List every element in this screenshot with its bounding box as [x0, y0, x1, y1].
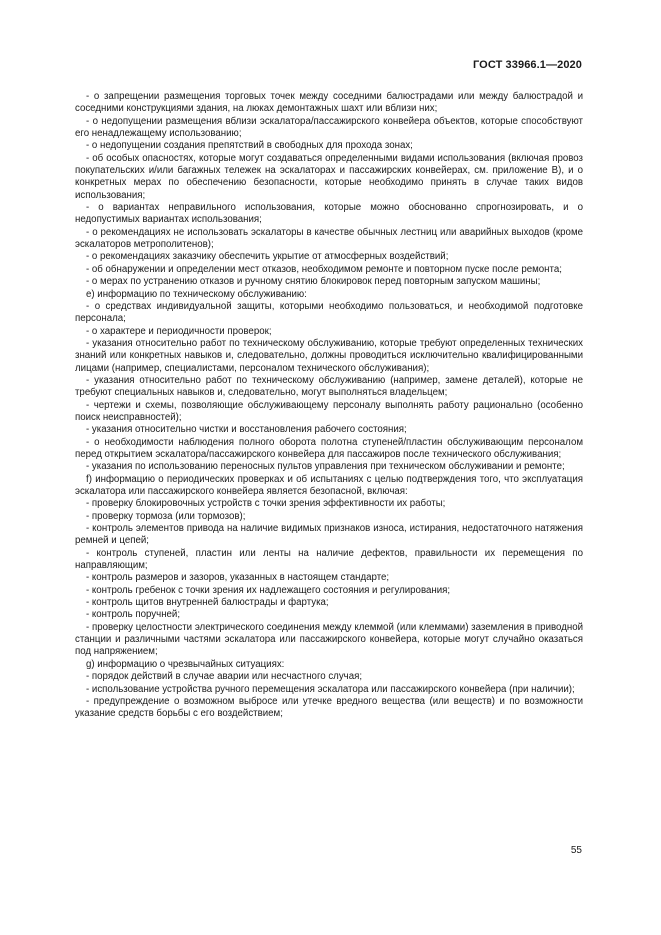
body-paragraph: - порядок действий в случае аварии или несчастного случая;: [86, 671, 363, 683]
body-paragraph: - контроль поручней;: [86, 609, 181, 621]
body-paragraph: - контроль гребенок с точки зрения их надлежащего состояния и регулирования;: [86, 584, 451, 596]
body-paragraph: - чертежи и схемы, позволяющие обслуживающему персоналу выполнять работу рационально (особенно поиск неисправностей);: [75, 399, 583, 423]
document-header: ГОСТ 33966.1—2020: [472, 59, 582, 71]
body-paragraph: - указания относительно работ по техническому обслуживанию, которые требуют определенных технических знаний или конкретных навыков и, следовательно, должны проводиться исключительно квалифицированными лицами (например, специалистами, персоналом технического обслуживания);: [75, 337, 583, 374]
body-paragraph: - о мерах по устранению отказов и ручному снятию блокировок перед повторным запуском машины;: [86, 276, 541, 288]
body-paragraph: - об особых опасностях, которые могут создаваться определенными видами использования (включая провоз покупательских и/или багажных тележек на эскалаторах и пассажирских конвейерах, см. приложение В), и о конкретных мерах по обеспечению безопасности, которые необходимо принять в случае таких видов использования;: [75, 152, 583, 201]
body-paragraph: g) информацию о чрезвычайных ситуациях:: [86, 658, 285, 670]
body-paragraph: - о вариантах неправильного использования, которые можно обоснованно спрогнозировать, и о недопустимых вариантах использования;: [75, 202, 583, 226]
body-paragraph: - о запрещении размещения торговых точек между соседними балюстрадами или между балюстрадой и соседними конструкциями здания, на люках демонтажных шахт или вблизи них;: [75, 91, 583, 115]
body-paragraph: - проверку тормоза (или тормозов);: [86, 510, 246, 522]
body-paragraph: е) информацию по техническому обслуживанию:: [86, 288, 307, 300]
body-paragraph: - о недопущении размещения вблизи эскалатора/пассажирского конвейера объектов, которые способствуют его ненадлежащему использованию;: [75, 115, 583, 140]
body-paragraph: - об обнаружении и определении мест отказов, необходимом ремонте и повторном пуске после ремонта;: [86, 263, 562, 275]
body-paragraph: - предупреждение о возможном выбросе или утечке вредного вещества (или веществ) и по возможности указание средств борьбы с его воздействием;: [75, 695, 583, 720]
body-paragraph: - о необходимости наблюдения полного оборота полотна ступеней/пластин обслуживающим персоналом перед открытием эскалатора/пассажирского конвейера для пассажиров после технического обслуживания;: [75, 436, 583, 460]
body-paragraph: - указания относительно чистки и восстановления рабочего состояния;: [86, 424, 407, 436]
document-body: [75, 91, 583, 721]
page-number: 55: [570, 845, 582, 856]
body-paragraph: - о рекомендациях заказчику обеспечить укрытие от атмосферных воздействий;: [86, 251, 449, 263]
body-paragraph: - проверку целостности электрического соединения между клеммой (или клеммами) заземления в приводной станции и различными частями эскалатора или пассажирского конвейера, которые могут случайно оказаться под напряжением;: [75, 621, 583, 658]
body-paragraph: - о недопущении создания препятствий в свободных для прохода зонах;: [86, 140, 413, 152]
body-paragraph: - о рекомендациях не использовать эскалаторы в качестве обычных лестниц или аварийных выходов (кроме эскалаторов метрополитенов);: [75, 226, 583, 251]
body-paragraph: - о характере и периодичности проверок;: [86, 325, 272, 337]
body-paragraph: f) информацию о периодических проверках и об испытаниях с целью подтверждения того, что эксплуатация эскалатора или пассажирского конвейера является безопасной, включая:: [75, 473, 583, 497]
body-paragraph: - указания по использованию переносных пультов управления при техническом обслуживании и ремонте;: [86, 461, 565, 473]
body-paragraph: - указания относительно работ по техническому обслуживанию (например, замене деталей), которые не требуют специальных навыков и, следовательно, могут выполняться владельцем;: [75, 374, 583, 399]
body-paragraph: - контроль размеров и зазоров, указанных в настоящем стандарте;: [86, 572, 390, 584]
body-paragraph: - контроль щитов внутренней балюстрады и фартука;: [86, 597, 329, 609]
body-paragraph: - проверку блокировочных устройств с точки зрения эффективности их работы;: [86, 498, 446, 510]
body-paragraph: - контроль элементов привода на наличие видимых признаков износа, истирания, недостаточного натяжения ремней и цепей;: [75, 523, 583, 547]
body-paragraph: - контроль ступеней, пластин или ленты на наличие дефектов, правильности их перемещения по направляющим;: [75, 547, 583, 572]
body-paragraph: - о средствах индивидуальной защиты, которыми необходимо пользоваться, и необходимой подготовке персонала;: [75, 300, 583, 325]
body-paragraph: - использование устройства ручного перемещения эскалатора или пассажирского конвейера (при наличии);: [86, 683, 575, 695]
